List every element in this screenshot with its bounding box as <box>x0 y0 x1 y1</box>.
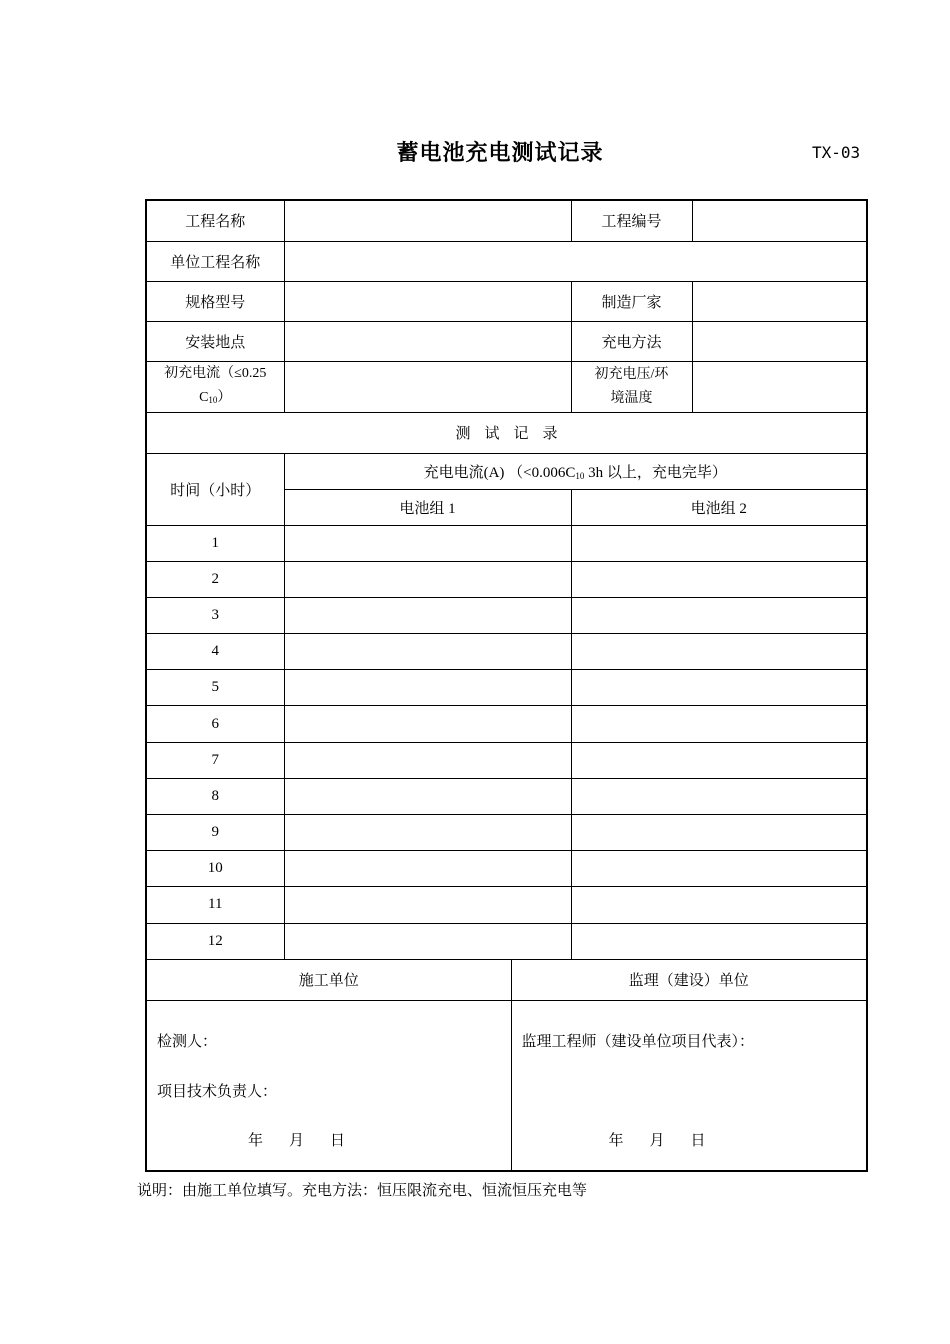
group-1-value-cell[interactable] <box>284 815 571 851</box>
hour-cell: 5 <box>146 670 284 706</box>
footnote: 说明：由施工单位填写。充电方法：恒压限流充电、恒流恒压充电等 <box>137 1183 588 1199</box>
group-1-value-cell[interactable] <box>284 670 571 706</box>
record-form <box>145 199 868 960</box>
supervision-unit-header: 监理（建设）单位 <box>511 960 867 1000</box>
initial-current-label-line1: 初充电流（≤0.25 <box>164 365 267 381</box>
group-2-value-cell[interactable] <box>571 887 867 923</box>
hour-cell: 8 <box>146 778 284 814</box>
group-1-value-cell[interactable] <box>284 525 571 561</box>
construction-date <box>248 1129 371 1150</box>
hour-cell: 4 <box>146 634 284 670</box>
group-2-value-cell[interactable] <box>571 706 867 742</box>
table-row <box>146 887 867 923</box>
group-1-value-cell[interactable] <box>284 561 571 597</box>
hour-cell: 10 <box>146 851 284 887</box>
group-1-value-cell[interactable] <box>284 851 571 887</box>
manufacturer-label: 制造厂家 <box>571 281 692 321</box>
supervisor-label: 监理工程师（建设单位项目代表）： <box>521 1033 755 1050</box>
current-header-sub: 10 <box>575 470 585 481</box>
construction-unit-header: 施工单位 <box>146 960 511 1000</box>
supervision-day-label: 日 <box>690 1132 706 1149</box>
hour-cell: 12 <box>146 923 284 959</box>
group-2-value-cell[interactable] <box>571 778 867 814</box>
charge-method-field[interactable] <box>692 321 867 361</box>
current-header-pre: 充电电流(A) （<0.006C <box>423 464 576 481</box>
hour-cell: 1 <box>146 525 284 561</box>
group-2-value-cell[interactable] <box>571 525 867 561</box>
table-row <box>146 525 867 561</box>
initial-current-c: C <box>199 389 209 405</box>
install-location-field[interactable] <box>284 321 571 361</box>
project-no-label: 工程编号 <box>571 200 692 241</box>
supervision-year-label: 年 <box>608 1132 624 1149</box>
document-title: 蓄电池充电测试记录 <box>396 141 604 166</box>
group-1-value-cell[interactable] <box>284 597 571 633</box>
initial-current-sub: 10 <box>208 394 218 405</box>
current-header-post: 3h 以上，充电完毕） <box>584 464 727 481</box>
construction-year-label: 年 <box>248 1132 264 1149</box>
group-1-value-cell[interactable] <box>284 923 571 959</box>
initial-current-label <box>146 361 284 412</box>
table-row <box>146 742 867 778</box>
group-1-value-cell[interactable] <box>284 706 571 742</box>
test-record-heading: 测试记录 <box>146 412 867 453</box>
hour-cell: 7 <box>146 742 284 778</box>
table-row <box>146 634 867 670</box>
tech-lead-label: 项目技术负责人： <box>157 1083 278 1100</box>
construction-day-label: 日 <box>330 1132 346 1149</box>
charge-method-label: 充电方法 <box>571 321 692 361</box>
form-code: TX-03 <box>812 143 861 162</box>
signature-section <box>145 960 868 1172</box>
current-header <box>284 453 867 489</box>
initial-voltage-label-line1: 初充电压/环 <box>594 366 669 382</box>
initial-current-label-line2 <box>147 386 284 412</box>
group-2-value-cell[interactable] <box>571 670 867 706</box>
project-no-field[interactable] <box>692 200 867 241</box>
supervision-month-label: 月 <box>649 1132 665 1149</box>
spec-model-field[interactable] <box>284 281 571 321</box>
manufacturer-field[interactable] <box>692 281 867 321</box>
hour-cell: 11 <box>146 887 284 923</box>
table-row <box>146 851 867 887</box>
construction-sign-area <box>146 1000 511 1171</box>
hour-cell: 6 <box>146 706 284 742</box>
hour-cell: 9 <box>146 815 284 851</box>
group-2-value-cell[interactable] <box>571 561 867 597</box>
group-1-value-cell[interactable] <box>284 742 571 778</box>
table-row <box>146 670 867 706</box>
group-2-value-cell[interactable] <box>571 815 867 851</box>
group-2-value-cell[interactable] <box>571 597 867 633</box>
supervision-date <box>609 1129 732 1150</box>
table-row <box>146 597 867 633</box>
table-row <box>146 923 867 959</box>
inspector-label: 检测人： <box>157 1033 218 1050</box>
project-name-label: 工程名称 <box>146 200 284 241</box>
group-1-value-cell[interactable] <box>284 634 571 670</box>
unit-project-name-label: 单位工程名称 <box>146 241 284 281</box>
install-location-label: 安装地点 <box>146 321 284 361</box>
table-row <box>146 706 867 742</box>
group-2-value-cell[interactable] <box>571 851 867 887</box>
group-1-value-cell[interactable] <box>284 887 571 923</box>
initial-voltage-label <box>571 361 692 412</box>
unit-project-name-field[interactable] <box>284 241 867 281</box>
initial-current-field[interactable] <box>284 361 571 412</box>
supervision-sign-area <box>511 1000 867 1171</box>
time-header: 时间（小时） <box>146 453 284 525</box>
hour-cell: 3 <box>146 597 284 633</box>
table-row <box>146 815 867 851</box>
battery-group-1-header: 电池组 1 <box>284 489 571 525</box>
initial-current-close: ） <box>217 389 232 405</box>
group-2-value-cell[interactable] <box>571 923 867 959</box>
group-2-value-cell[interactable] <box>571 634 867 670</box>
initial-voltage-field[interactable] <box>692 361 867 412</box>
initial-voltage-label-line2: 境温度 <box>610 390 653 406</box>
group-1-value-cell[interactable] <box>284 778 571 814</box>
table-row <box>146 561 867 597</box>
spec-model-label: 规格型号 <box>146 281 284 321</box>
hour-cell: 2 <box>146 561 284 597</box>
battery-group-2-header: 电池组 2 <box>571 489 867 525</box>
project-name-field[interactable] <box>284 200 571 241</box>
group-2-value-cell[interactable] <box>571 742 867 778</box>
table-row <box>146 778 867 814</box>
construction-month-label: 月 <box>289 1132 305 1149</box>
